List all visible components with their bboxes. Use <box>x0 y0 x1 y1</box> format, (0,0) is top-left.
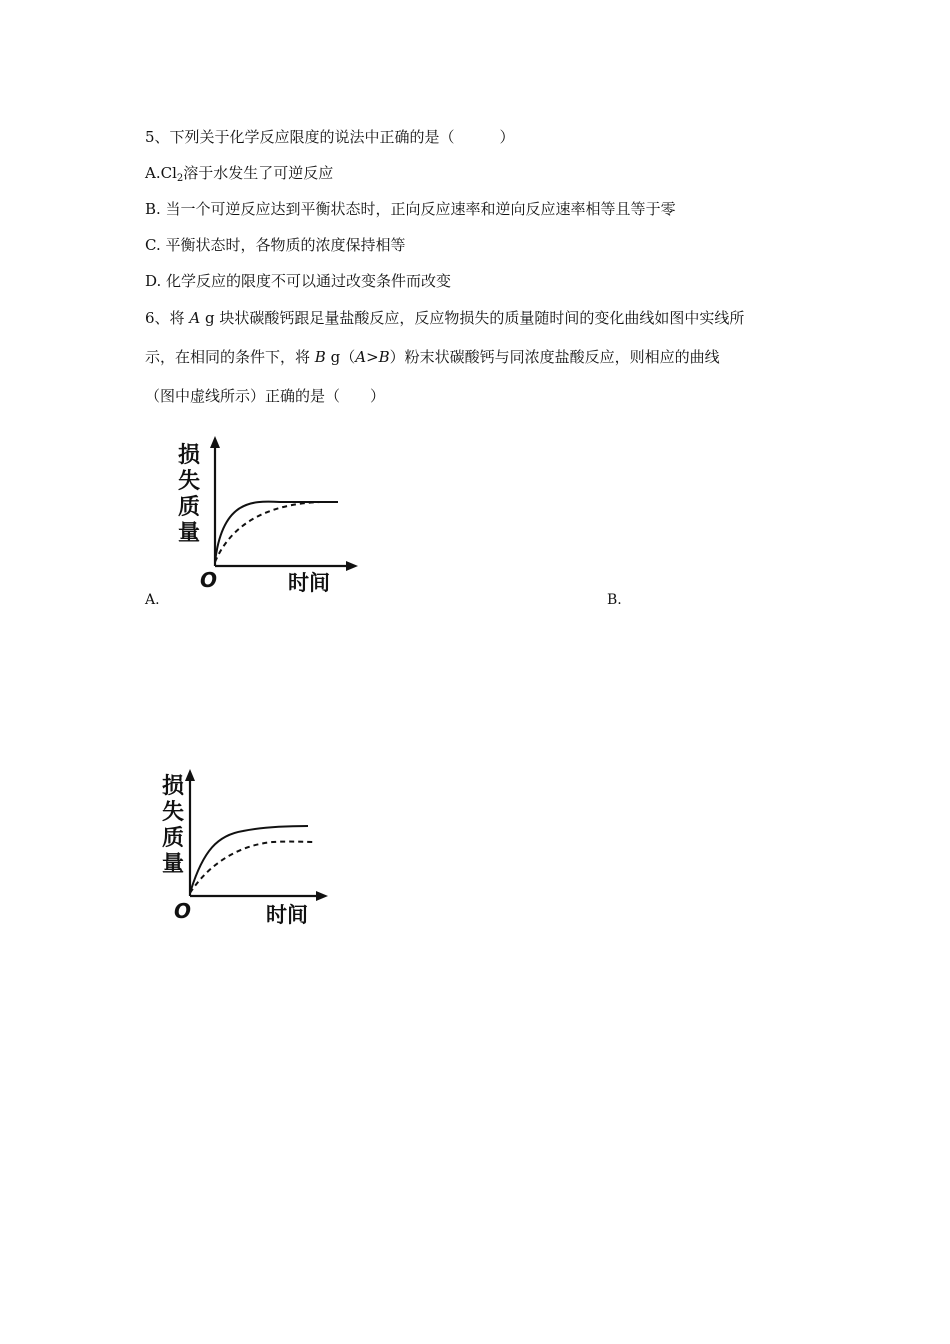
fig-b-solid-curve <box>190 826 308 893</box>
q5-option-a <box>145 163 333 189</box>
q5-option-a-text: 溶于水发生了可逆反应 <box>183 164 334 182</box>
q5-stem: 5、下列关于化学反应限度的说法中正确的是（ ） <box>145 128 515 146</box>
q6-text: 示，在相同的条件下，将 <box>145 348 311 366</box>
fig-a-y-char: 质 <box>177 495 201 520</box>
fig-b-y-char: 失 <box>161 800 185 825</box>
fig-b-x-label: 时间 <box>266 903 308 927</box>
q6-text: 6、将 <box>145 309 185 327</box>
q6-option-a-label: A. <box>145 592 160 608</box>
fig-a-x-label: 时间 <box>288 571 330 595</box>
q5-option-c: C. 平衡状态时，各物质的浓度保持相等 <box>145 236 406 254</box>
q5-option-a-formula: Cl <box>160 164 177 182</box>
q6-text: g 块状碳酸钙跟足量盐酸反应，反应物损失的质量随时间的变化曲线如图中实线所 <box>204 309 745 327</box>
figure-b <box>158 765 348 930</box>
q6-stem-line2 <box>145 347 720 367</box>
fig-b-x-arrowhead <box>316 891 328 901</box>
fig-b-y-char: 损 <box>161 774 185 799</box>
q6-option-b-label: B. <box>607 592 622 608</box>
fig-b-y-arrowhead <box>185 769 195 781</box>
q5-option-d: D. 化学反应的限度不可以通过改变条件而改变 <box>145 272 452 290</box>
fig-a-solid-curve <box>215 502 338 562</box>
q6-var: B <box>378 348 390 366</box>
fig-b-y-char: 质 <box>161 826 185 851</box>
fig-a-y-char: 失 <box>177 469 201 494</box>
q6-var: A <box>189 309 201 327</box>
fig-a-y-arrowhead <box>210 436 220 448</box>
fig-a-y-char: 损 <box>177 443 201 468</box>
fig-b-origin-label: O <box>174 899 192 923</box>
figure-a <box>170 432 370 598</box>
fig-b-y-char: 量 <box>161 852 185 877</box>
q5-option-b: B. 当一个可逆反应达到平衡状态时，正向反应速率和逆向反应速率相等且等于零 <box>145 200 676 218</box>
fig-a-dashed-curve <box>215 502 320 562</box>
fig-a-y-char: 量 <box>177 521 201 546</box>
q6-text: ）粉末状碳酸钙与同浓度盐酸反应，则相应的曲线 <box>389 348 720 366</box>
fig-b-dashed-curve <box>190 842 316 893</box>
q6-stem-line1 <box>145 308 744 328</box>
q6-text: > <box>366 348 379 366</box>
q6-text: g（ <box>330 348 356 366</box>
q6-var: A <box>355 348 367 366</box>
q6-var: B <box>314 348 326 366</box>
q6-stem-line3: （图中虚线所示）正确的是（ ） <box>145 387 386 405</box>
q5-option-a-prefix: A. <box>145 164 161 182</box>
fig-a-x-arrowhead <box>346 561 358 571</box>
fig-a-origin-label: O <box>200 568 218 592</box>
q5-option-a-subscript: 2 <box>176 173 184 184</box>
